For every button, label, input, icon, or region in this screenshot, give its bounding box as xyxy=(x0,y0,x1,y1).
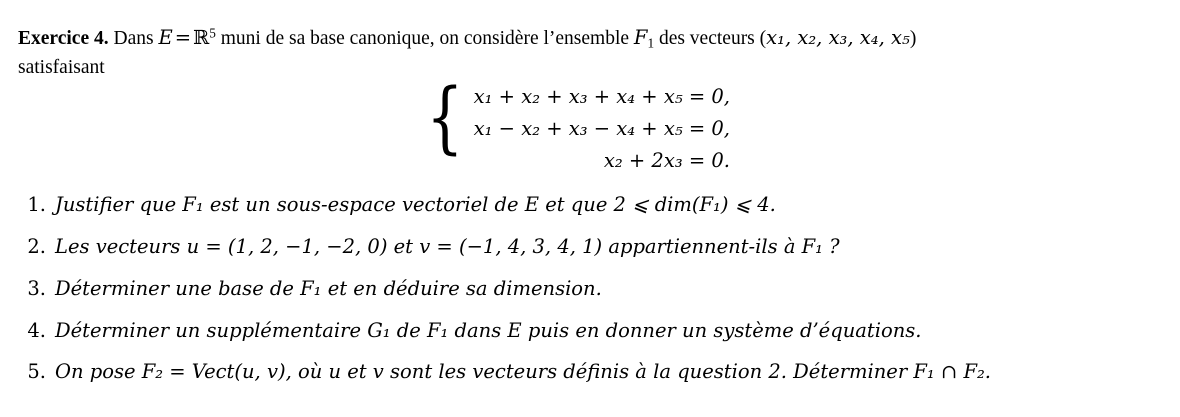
question-number: 2. xyxy=(27,234,46,258)
subspace-F-symbol: F xyxy=(633,26,648,49)
equation-2: x₁ − x₂ + x₃ − x₄ + x₅ = 0, xyxy=(473,117,730,140)
subspace-F-index: 1 xyxy=(647,35,655,51)
list-item xyxy=(18,276,1168,301)
exponent-5: 5 xyxy=(209,25,216,41)
exercise-intro-text-3: des vecteurs ( xyxy=(654,28,767,49)
question-number: 1. xyxy=(27,193,46,216)
question-text: Les vecteurs u = (1, 2, −1, −2, 0) et v = (−1, 4, 3, 4, 1) appartiennent-ils à F₁ ? xyxy=(55,234,840,258)
exercise-intro-text-2: muni de sa base canonique, on considère l’ensemble xyxy=(215,28,634,49)
equals-sign-1: = xyxy=(174,26,192,49)
exercise-intro-text-1: Dans xyxy=(113,28,159,49)
equation-list xyxy=(474,82,730,172)
list-item xyxy=(18,192,1168,217)
set-E-symbol: E xyxy=(158,26,173,49)
vector-coordinates: x₁, x₂, x₃, x₄, x₅ xyxy=(766,26,910,49)
left-brace: { xyxy=(426,73,464,163)
question-text: On pose F₂ = Vect(u, v), où u et v sont les vecteurs définis à la question 2. Déterminer F₁ ∩ F₂. xyxy=(55,360,991,384)
question-number: 4. xyxy=(27,318,46,342)
equation-system xyxy=(420,73,730,172)
equation-1: x₁ + x₂ + x₃ + x₄ + x₅ = 0, xyxy=(473,85,730,108)
list-item xyxy=(18,234,1168,259)
question-text: Déterminer un supplémentaire G₁ de F₁ dans E puis en donner un système d’équations. xyxy=(55,318,922,342)
question-text: Justifier que F₁ est un sous-espace vectoriel de E et que 2 ⩽ dim(F₁) ⩽ 4. xyxy=(55,193,776,216)
question-text: Déterminer une base de F₁ et en déduire sa dimension. xyxy=(55,276,602,300)
question-list xyxy=(18,192,1168,401)
exercise-intro-text-4: ) xyxy=(909,28,917,49)
exercise-label: Exercice 4. xyxy=(18,28,109,49)
list-item xyxy=(18,359,1168,384)
list-item xyxy=(18,318,1168,343)
equation-3: x₂ + 2x₃ = 0. xyxy=(603,149,730,172)
question-number: 3. xyxy=(27,276,46,300)
question-number: 5. xyxy=(27,360,46,384)
real-numbers-symbol: ℝ xyxy=(193,26,210,49)
exercise-statement xyxy=(18,24,1168,81)
exercise-intro-line-2: satisfaisant xyxy=(18,56,105,78)
